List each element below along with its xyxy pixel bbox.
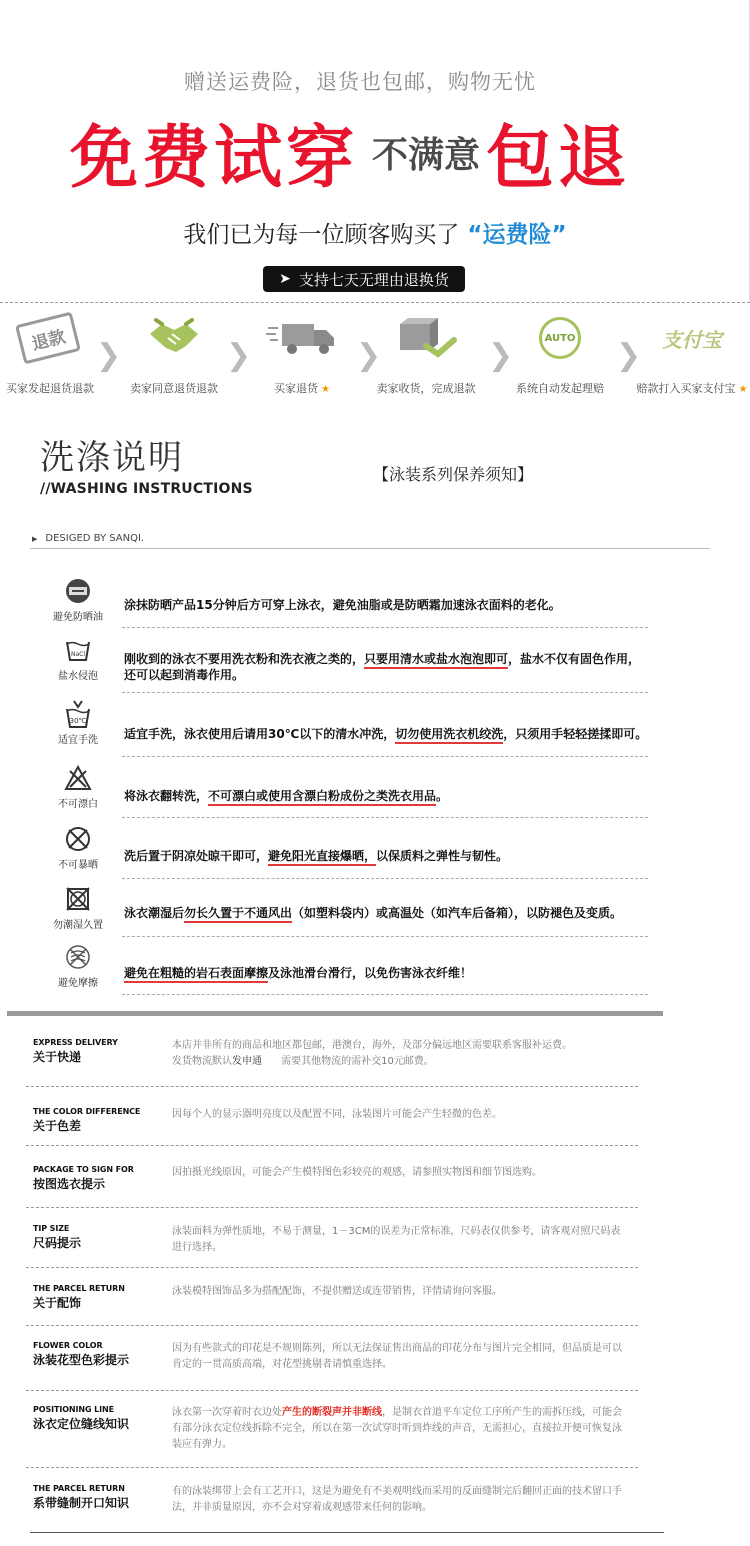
page-bottom-rule <box>30 1532 664 1533</box>
care-label: 不可暴晒 <box>58 860 98 871</box>
info-size-tip <box>33 1224 643 1251</box>
care-text-line2: 还可以起到消毒作用。 <box>124 668 245 682</box>
care-label: 勿潮湿久置 <box>53 920 103 931</box>
banner-headline <box>70 104 690 198</box>
info-flower-color <box>33 1341 643 1368</box>
info-strap-opening <box>33 1484 643 1511</box>
flow-step-label: 买家退货 ★ <box>274 382 330 395</box>
svg-text:NaCl: NaCl <box>70 651 86 658</box>
info-separator <box>26 1267 638 1268</box>
info-value: 泳装模特图饰品多为搭配配饰，不提供赠送或连带销售，详情请询问客服。 <box>172 1286 502 1297</box>
care-label: 不可漂白 <box>58 799 98 810</box>
star-icon: ★ <box>738 384 748 395</box>
care-text: 洗后置于阴凉处晾干即可，避免阳光直接爆晒，以保质料之弹性与韧性。 <box>124 848 508 864</box>
arrow-icon: ➤ <box>279 271 291 287</box>
info-express-delivery <box>33 1038 643 1065</box>
info-value: 本店并非所有的商品和地区都包邮，港澳台，海外，及部分偏远地区需要联系客服补运费。 发货物流默认发申通 需要其他物流的需补交10元邮费。 <box>172 1040 572 1067</box>
flow-step-6 <box>636 310 748 396</box>
care-separator <box>122 692 648 693</box>
info-value: 泳装面料为弹性质地，不易于测量，1－3CM的误差为正常标准，尺码表仅供参考，请客观对照尺码表 进行选择。 <box>172 1226 621 1253</box>
info-title-cn: 泳装花型色彩提示 <box>33 1353 130 1367</box>
series-title: 【泳装系列保养须知】 <box>373 465 534 484</box>
section-bar <box>7 1011 663 1016</box>
care-separator <box>122 627 648 628</box>
info-separator <box>26 1207 638 1208</box>
svg-text:30℃: 30℃ <box>69 717 87 725</box>
headline-not-satisfied: 不满意 <box>372 135 481 176</box>
info-title-cn: 系带缝制开口知识 <box>33 1496 130 1510</box>
care-separator <box>122 994 648 995</box>
info-title-en: THE COLOR DIFFERENCE <box>33 1107 141 1116</box>
washing-title: 洗涤说明 <box>40 438 184 478</box>
care-text: 泳衣潮湿后勿长久置于不通风出（如塑料袋内）或高温处（如汽车后备箱），以防褪色及变质。 <box>124 905 622 921</box>
care-separator <box>122 817 648 818</box>
care-text: 涂抹防晒产品15分钟后方可穿上泳衣，避免油脂或是防晒霜加速泳衣面料的老化。 <box>124 598 561 612</box>
care-text: 将泳衣翻转洗，不可漂白或使用含漂白粉成份之类洗衣用品。 <box>124 788 448 804</box>
chevron-right-icon: ❯ <box>488 338 514 373</box>
care-item <box>40 577 650 627</box>
info-separator <box>26 1325 638 1326</box>
info-value: 因为有些款式的印花是不规则陈列，所以无法保证售出商品的印花分布与图片完全相同，但品质是可以 肯定的一贯高质高端，对花型挑剔者请慎重选择。 <box>172 1343 622 1370</box>
dashed-divider <box>0 302 750 303</box>
info-title-en: FLOWER COLOR <box>33 1341 103 1350</box>
banner-subtitle: 赠送运费险，退货也包邮，购物无忧 <box>184 70 536 94</box>
promo-banner <box>0 0 750 300</box>
no-abrasion-icon <box>62 943 94 971</box>
auto-compensation-icon: AUTO <box>539 317 581 359</box>
info-title-cn: 关于快递 <box>33 1050 82 1064</box>
care-item <box>40 700 650 756</box>
flow-step-1 <box>6 310 94 396</box>
care-label: 避免摩擦 <box>58 978 98 989</box>
info-separator <box>26 1145 638 1146</box>
chevron-right-icon: ❯ <box>616 338 642 373</box>
seven-day-return-text: 支持七天无理由退换货 <box>298 270 449 289</box>
info-color-difference <box>33 1107 643 1134</box>
chevron-right-icon: ❯ <box>96 338 122 373</box>
alipay-icon: 支付宝 <box>662 327 722 352</box>
insurance-line <box>0 216 750 249</box>
no-bleach-icon <box>62 764 94 792</box>
section-rule <box>30 548 710 549</box>
handshake-icon <box>128 310 220 366</box>
info-title-cn: 泳衣定位缝线知识 <box>33 1417 130 1431</box>
refund-stamp-icon: 退款 <box>15 312 81 365</box>
insurance-highlight: “运费险” <box>467 222 567 248</box>
info-title-en: EXPRESS DELIVERY <box>33 1038 118 1047</box>
info-title-en: POSITIONING LINE <box>33 1405 114 1414</box>
flow-step-5 <box>512 310 608 396</box>
info-title-cn: 关于色差 <box>33 1119 82 1133</box>
care-item <box>40 885 650 937</box>
flow-step-4 <box>370 310 482 396</box>
headline-return: 包退 <box>486 118 631 198</box>
care-separator <box>122 756 648 757</box>
flow-step-3 <box>262 310 342 396</box>
designed-by <box>32 533 144 544</box>
triangle-marker-icon: ▶ <box>32 534 38 543</box>
info-separator <box>26 1086 638 1087</box>
hand-wash-30-icon <box>62 700 94 728</box>
care-label: 避免防晒油 <box>53 612 103 623</box>
info-title-en: THE PARCEL RETURN <box>33 1484 125 1493</box>
no-tumble-dry-icon <box>62 825 94 853</box>
no-damp-storage-icon <box>62 885 94 913</box>
info-value: 有的泳装绑带上会有工艺开口，这是为避免有不美观明线而采用的反面缝制完后翻回正面的技术留口手 法，并非质量原因，亦不会对穿着或观感带来任何的影响。 <box>172 1486 622 1513</box>
info-accessories <box>33 1284 643 1311</box>
care-text: 避免在粗糙的岩石表面摩擦及泳池滑台滑行，以免伤害泳衣纤维！ <box>124 965 472 981</box>
sunscreen-icon <box>62 577 94 605</box>
designed-by-text: DESIGED BY SANQI. <box>45 533 145 544</box>
package-received-icon <box>370 310 482 366</box>
care-label: 适宜手洗 <box>58 735 98 746</box>
flow-step-label: 赔款打入买家支付宝 ★ <box>636 382 748 395</box>
info-title-en: PACKAGE TO SIGN FOR <box>33 1165 134 1174</box>
flow-step-label: 卖家收货，完成退款 <box>376 382 476 395</box>
info-title-cn: 按图选衣提示 <box>33 1177 106 1191</box>
care-item <box>40 764 650 818</box>
care-separator <box>122 878 648 879</box>
star-icon: ★ <box>321 384 330 395</box>
info-title-cn: 尺码提示 <box>33 1236 82 1250</box>
info-positioning-line <box>33 1405 643 1450</box>
return-flow <box>0 310 750 410</box>
care-separator <box>122 936 648 937</box>
care-text: 适宜手洗，泳衣使用后请用30℃以下的清水冲洗，切勿使用洗衣机绞洗，只须用手轻轻搓揉即可。 <box>124 726 647 742</box>
care-item <box>40 943 650 995</box>
info-value: 泳衣第一次穿着时衣边处产生的断裂声并非断线，是制衣首道平车定位工序所产生的需拆压线，可能会 有部分泳衣定位线拆除不完全，所以在第一次试穿时听到炸线的声音，无需担心，直接拉开便可恢复泳 装应有弹力。 <box>172 1407 622 1450</box>
info-title-en: TIP SIZE <box>33 1224 70 1233</box>
flow-step-label: 卖家同意退货退款 <box>130 382 218 395</box>
chevron-right-icon: ❯ <box>226 338 252 373</box>
care-label: 盐水侵泡 <box>58 671 98 682</box>
care-item <box>40 636 650 692</box>
info-title-en: THE PARCEL RETURN <box>33 1284 125 1293</box>
seven-day-return-badge <box>263 266 465 292</box>
info-value: 因拍摄光线原因，可能会产生模特图色彩较亮的观感，请参照实物图和细节图选购。 <box>172 1167 542 1178</box>
info-separator <box>26 1467 638 1468</box>
flow-step-2 <box>128 310 220 396</box>
washing-header <box>40 430 253 497</box>
flow-step-label: 系统自动发起理赔 <box>516 382 604 395</box>
info-value: 因每个人的显示器明亮度以及配置不同，泳装图片可能会产生轻微的色差。 <box>172 1109 502 1120</box>
info-package-sign <box>33 1165 643 1192</box>
care-text: 刚收到的泳衣不要用洗衣粉和洗衣液之类的，只要用清水或盐水泡泡即可，盐水不仅有固色作用， <box>124 651 640 667</box>
insurance-text: 我们已为每一位顾客购买了 <box>183 222 460 248</box>
info-title-cn: 关于配饰 <box>33 1296 82 1310</box>
care-item <box>40 825 650 879</box>
washing-title-en: //WASHING INSTRUCTIONS <box>40 481 253 497</box>
truck-icon <box>262 310 342 366</box>
headline-free-trial: 免费试穿 <box>70 118 359 198</box>
flow-step-label: 买家发起退货退款 <box>6 382 94 395</box>
salt-water-soak-icon <box>62 636 94 664</box>
chevron-right-icon: ❯ <box>356 338 382 373</box>
info-separator <box>26 1390 638 1391</box>
